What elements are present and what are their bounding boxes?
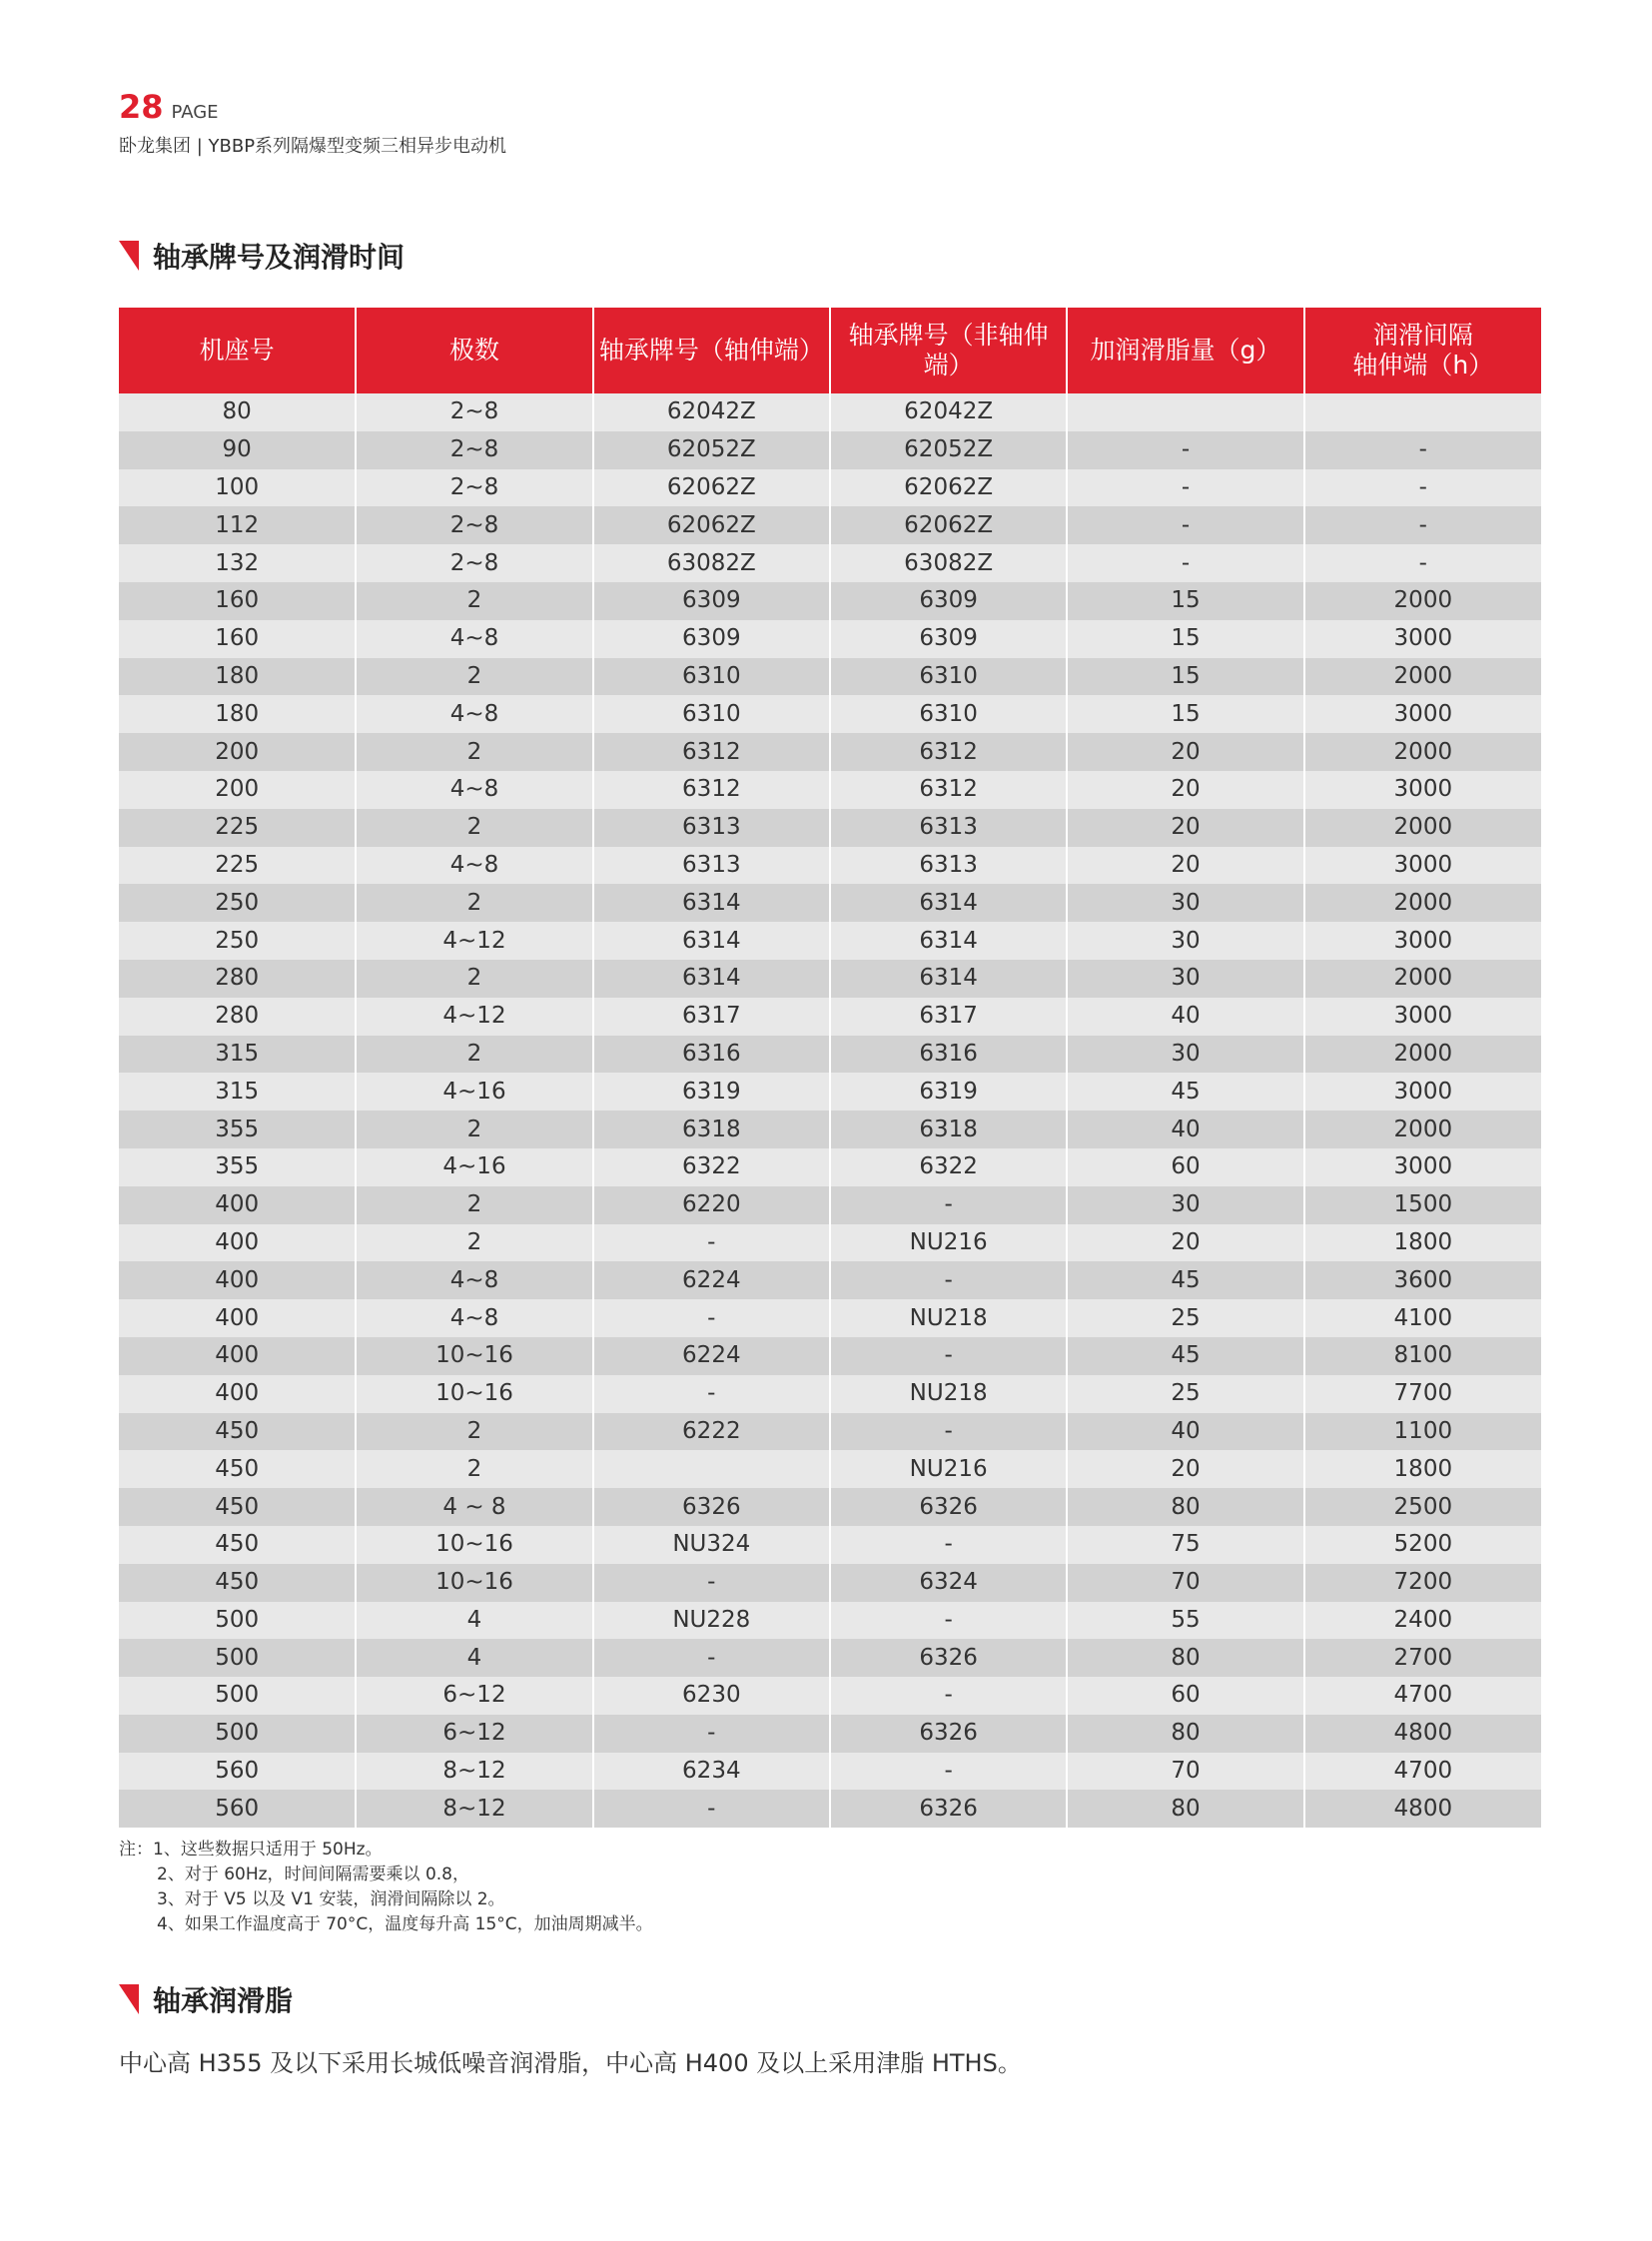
cell-interval: 2400 xyxy=(1304,1602,1541,1640)
cell-interval: 2000 xyxy=(1304,884,1541,922)
cell-poles: 2 xyxy=(356,582,592,620)
col-header-bearing-de: 轴承牌号（轴伸端） xyxy=(593,308,830,393)
cell-interval: 5200 xyxy=(1304,1526,1541,1564)
cell-interval: 2000 xyxy=(1304,733,1541,771)
cell-poles: 10~16 xyxy=(356,1337,592,1375)
table-notes xyxy=(119,1838,653,1937)
table-row xyxy=(119,1715,1541,1753)
cell-poles: 8~12 xyxy=(356,1790,592,1828)
cell-interval: 2000 xyxy=(1304,582,1541,620)
cell-bearing-de: 6222 xyxy=(593,1413,830,1451)
cell-frame: 132 xyxy=(119,544,356,582)
cell-grease-amount: 20 xyxy=(1067,733,1303,771)
cell-grease-amount: 30 xyxy=(1067,960,1303,998)
cell-bearing-nde: 6313 xyxy=(830,847,1067,885)
cell-bearing-de: 6234 xyxy=(593,1753,830,1791)
grease-paragraph: 中心高 H355 及以下采用长城低噪音润滑脂，中心高 H400 及以上采用津脂 HTHS。 xyxy=(119,2049,1022,2077)
cell-bearing-nde: 6310 xyxy=(830,658,1067,696)
cell-grease-amount: - xyxy=(1067,431,1303,469)
cell-bearing-nde: 6319 xyxy=(830,1073,1067,1111)
cell-poles: 4~12 xyxy=(356,922,592,960)
cell-interval: 3000 xyxy=(1304,922,1541,960)
cell-bearing-nde: 62062Z xyxy=(830,469,1067,507)
cell-interval: 2000 xyxy=(1304,809,1541,847)
cell-bearing-de: 62052Z xyxy=(593,431,830,469)
cell-bearing-nde: - xyxy=(830,1526,1067,1564)
cell-interval: - xyxy=(1304,544,1541,582)
cell-grease-amount: 30 xyxy=(1067,922,1303,960)
cell-bearing-de: - xyxy=(593,1564,830,1602)
cell-poles: 4~8 xyxy=(356,771,592,809)
cell-grease-amount: 80 xyxy=(1067,1639,1303,1677)
cell-frame: 180 xyxy=(119,695,356,733)
cell-interval: - xyxy=(1304,469,1541,507)
table-header-row xyxy=(119,308,1541,393)
cell-frame: 200 xyxy=(119,733,356,771)
cell-frame: 500 xyxy=(119,1677,356,1715)
cell-bearing-nde: 6314 xyxy=(830,960,1067,998)
cell-interval: 3600 xyxy=(1304,1261,1541,1299)
cell-poles: 2 xyxy=(356,960,592,998)
table-row xyxy=(119,1375,1541,1413)
cell-bearing-de: 6224 xyxy=(593,1261,830,1299)
cell-grease-amount: 30 xyxy=(1067,1186,1303,1224)
cell-grease-amount: 55 xyxy=(1067,1602,1303,1640)
cell-bearing-de: 6220 xyxy=(593,1186,830,1224)
table-row xyxy=(119,1073,1541,1111)
cell-bearing-nde: 6317 xyxy=(830,998,1067,1036)
cell-interval: 1800 xyxy=(1304,1224,1541,1262)
cell-bearing-de: 6230 xyxy=(593,1677,830,1715)
cell-frame: 160 xyxy=(119,582,356,620)
table-row xyxy=(119,1224,1541,1262)
cell-grease-amount: 20 xyxy=(1067,1450,1303,1488)
cell-bearing-nde: - xyxy=(830,1677,1067,1715)
cell-poles: 6~12 xyxy=(356,1677,592,1715)
cell-bearing-nde: - xyxy=(830,1602,1067,1640)
cell-poles: 4~12 xyxy=(356,998,592,1036)
cell-bearing-de: - xyxy=(593,1715,830,1753)
cell-poles: 4~16 xyxy=(356,1148,592,1186)
cell-bearing-de: 6224 xyxy=(593,1337,830,1375)
cell-poles: 4~8 xyxy=(356,847,592,885)
cell-bearing-nde: 6322 xyxy=(830,1148,1067,1186)
page-number xyxy=(119,88,219,126)
cell-poles: 8~12 xyxy=(356,1753,592,1791)
cell-grease-amount: 80 xyxy=(1067,1488,1303,1526)
cell-bearing-nde: 6309 xyxy=(830,582,1067,620)
cell-bearing-nde: - xyxy=(830,1337,1067,1375)
cell-bearing-nde: 6326 xyxy=(830,1715,1067,1753)
cell-interval: - xyxy=(1304,431,1541,469)
cell-interval: 4100 xyxy=(1304,1299,1541,1337)
cell-poles: 2 xyxy=(356,1413,592,1451)
table-row xyxy=(119,809,1541,847)
cell-grease-amount: 30 xyxy=(1067,1036,1303,1074)
cell-bearing-nde: 62042Z xyxy=(830,393,1067,431)
cell-poles: 10~16 xyxy=(356,1564,592,1602)
cell-bearing-nde: NU216 xyxy=(830,1450,1067,1488)
col-header-interval xyxy=(1304,308,1541,393)
cell-poles: 2 xyxy=(356,1224,592,1262)
cell-bearing-nde: 6309 xyxy=(830,620,1067,658)
cell-bearing-de: 6322 xyxy=(593,1148,830,1186)
cell-bearing-nde: 62062Z xyxy=(830,506,1067,544)
section-marker-icon xyxy=(119,1984,139,2014)
cell-grease-amount: 75 xyxy=(1067,1526,1303,1564)
page-number-label: PAGE xyxy=(171,102,219,123)
cell-poles: 4~8 xyxy=(356,695,592,733)
cell-frame: 450 xyxy=(119,1564,356,1602)
cell-frame: 90 xyxy=(119,431,356,469)
cell-bearing-nde: NU218 xyxy=(830,1299,1067,1337)
cell-poles: 4 ~ 8 xyxy=(356,1488,592,1526)
cell-interval: 3000 xyxy=(1304,620,1541,658)
cell-frame: 250 xyxy=(119,884,356,922)
cell-frame: 400 xyxy=(119,1261,356,1299)
cell-poles: 2 xyxy=(356,884,592,922)
cell-poles: 2 xyxy=(356,1450,592,1488)
cell-poles: 2 xyxy=(356,658,592,696)
cell-poles: 2 xyxy=(356,1036,592,1074)
cell-bearing-nde: 6324 xyxy=(830,1564,1067,1602)
cell-frame: 200 xyxy=(119,771,356,809)
cell-frame: 225 xyxy=(119,847,356,885)
cell-bearing-de: 6314 xyxy=(593,884,830,922)
cell-poles: 2 xyxy=(356,1186,592,1224)
cell-grease-amount: 25 xyxy=(1067,1375,1303,1413)
cell-bearing-nde: - xyxy=(830,1186,1067,1224)
cell-grease-amount: 80 xyxy=(1067,1790,1303,1828)
table-row xyxy=(119,1488,1541,1526)
cell-interval: 3000 xyxy=(1304,1073,1541,1111)
cell-frame: 400 xyxy=(119,1224,356,1262)
section-title-text: 轴承牌号及润滑时间 xyxy=(153,241,406,274)
cell-grease-amount: 40 xyxy=(1067,1111,1303,1148)
cell-interval: 1500 xyxy=(1304,1186,1541,1224)
cell-interval: 7200 xyxy=(1304,1564,1541,1602)
cell-bearing-de: 62042Z xyxy=(593,393,830,431)
cell-frame: 180 xyxy=(119,658,356,696)
cell-grease-amount: - xyxy=(1067,544,1303,582)
cell-frame: 280 xyxy=(119,998,356,1036)
cell-bearing-nde: NU218 xyxy=(830,1375,1067,1413)
cell-interval: 1800 xyxy=(1304,1450,1541,1488)
col-header-frame: 机座号 xyxy=(119,308,356,393)
cell-bearing-de: 62062Z xyxy=(593,469,830,507)
cell-interval: 3000 xyxy=(1304,771,1541,809)
cell-frame: 560 xyxy=(119,1790,356,1828)
cell-interval: 8100 xyxy=(1304,1337,1541,1375)
cell-grease-amount: 15 xyxy=(1067,620,1303,658)
table-row xyxy=(119,847,1541,885)
cell-poles: 10~16 xyxy=(356,1526,592,1564)
table-row xyxy=(119,1299,1541,1337)
cell-frame: 500 xyxy=(119,1715,356,1753)
cell-poles: 2~8 xyxy=(356,506,592,544)
cell-bearing-nde: 6326 xyxy=(830,1790,1067,1828)
cell-interval: 2000 xyxy=(1304,658,1541,696)
table-row xyxy=(119,1639,1541,1677)
table-row xyxy=(119,1036,1541,1074)
cell-interval: 2500 xyxy=(1304,1488,1541,1526)
table-row xyxy=(119,1148,1541,1186)
cell-poles: 4~16 xyxy=(356,1073,592,1111)
cell-bearing-de: 62062Z xyxy=(593,506,830,544)
cell-interval: - xyxy=(1304,506,1541,544)
cell-frame: 355 xyxy=(119,1111,356,1148)
cell-frame: 450 xyxy=(119,1526,356,1564)
cell-interval: 4700 xyxy=(1304,1753,1541,1791)
cell-frame: 560 xyxy=(119,1753,356,1791)
cell-interval: 3000 xyxy=(1304,998,1541,1036)
col-header-poles: 极数 xyxy=(356,308,592,393)
note-line: 4、如果工作温度高于 70°C，温度每升高 15°C，加油周期减半。 xyxy=(157,1914,653,1934)
cell-bearing-nde: 6314 xyxy=(830,922,1067,960)
section-title-bearing xyxy=(119,236,405,276)
cell-poles: 4~8 xyxy=(356,620,592,658)
table-row xyxy=(119,922,1541,960)
cell-grease-amount: 15 xyxy=(1067,658,1303,696)
cell-poles: 2 xyxy=(356,1111,592,1148)
cell-grease-amount xyxy=(1067,393,1303,431)
cell-bearing-nde: 6316 xyxy=(830,1036,1067,1074)
cell-grease-amount: 70 xyxy=(1067,1753,1303,1791)
cell-bearing-nde: 6312 xyxy=(830,733,1067,771)
cell-frame: 400 xyxy=(119,1186,356,1224)
cell-bearing-nde: - xyxy=(830,1413,1067,1451)
cell-bearing-de: 6309 xyxy=(593,620,830,658)
section-marker-icon xyxy=(119,241,139,271)
cell-poles: 2~8 xyxy=(356,469,592,507)
cell-grease-amount: 45 xyxy=(1067,1337,1303,1375)
table-row xyxy=(119,1261,1541,1299)
cell-interval: 7700 xyxy=(1304,1375,1541,1413)
cell-bearing-nde: 6326 xyxy=(830,1488,1067,1526)
page-number-value: 28 xyxy=(119,88,164,126)
cell-grease-amount: 40 xyxy=(1067,998,1303,1036)
table-row xyxy=(119,695,1541,733)
cell-grease-amount: 20 xyxy=(1067,847,1303,885)
note-line: 注：1、这些数据只适用于 50Hz。 xyxy=(119,1840,383,1860)
cell-interval: 3000 xyxy=(1304,1148,1541,1186)
cell-grease-amount: 20 xyxy=(1067,771,1303,809)
cell-frame: 112 xyxy=(119,506,356,544)
cell-poles: 2~8 xyxy=(356,393,592,431)
cell-interval: 3000 xyxy=(1304,695,1541,733)
cell-bearing-de: 6314 xyxy=(593,922,830,960)
cell-frame: 100 xyxy=(119,469,356,507)
table-row xyxy=(119,658,1541,696)
cell-poles: 4~8 xyxy=(356,1299,592,1337)
table-row xyxy=(119,582,1541,620)
table-row xyxy=(119,1450,1541,1488)
table-row xyxy=(119,544,1541,582)
cell-bearing-nde: 6314 xyxy=(830,884,1067,922)
cell-bearing-de: 6313 xyxy=(593,847,830,885)
table-row xyxy=(119,1186,1541,1224)
cell-bearing-de: 6317 xyxy=(593,998,830,1036)
cell-interval: 4800 xyxy=(1304,1715,1541,1753)
table-row xyxy=(119,771,1541,809)
cell-bearing-de: - xyxy=(593,1224,830,1262)
table-row xyxy=(119,393,1541,431)
cell-poles: 2 xyxy=(356,809,592,847)
cell-bearing-de: - xyxy=(593,1790,830,1828)
cell-bearing-de: 6316 xyxy=(593,1036,830,1074)
cell-frame: 250 xyxy=(119,922,356,960)
cell-frame: 280 xyxy=(119,960,356,998)
cell-interval: 1100 xyxy=(1304,1413,1541,1451)
cell-grease-amount: 20 xyxy=(1067,1224,1303,1262)
section-title-text: 轴承润滑脂 xyxy=(153,1984,294,2017)
col-header-interval-line2: 轴伸端（h） xyxy=(1352,351,1494,379)
note-line: 3、对于 V5 以及 V1 安装，润滑间隔除以 2。 xyxy=(157,1889,505,1909)
table-row xyxy=(119,1677,1541,1715)
cell-bearing-de: - xyxy=(593,1299,830,1337)
cell-grease-amount: 25 xyxy=(1067,1299,1303,1337)
table-row xyxy=(119,1790,1541,1828)
cell-frame: 400 xyxy=(119,1337,356,1375)
cell-grease-amount: 30 xyxy=(1067,884,1303,922)
cell-bearing-de: 6314 xyxy=(593,960,830,998)
cell-poles: 6~12 xyxy=(356,1715,592,1753)
cell-bearing-de xyxy=(593,1450,830,1488)
cell-bearing-nde: 62052Z xyxy=(830,431,1067,469)
cell-bearing-de: 6318 xyxy=(593,1111,830,1148)
table-row xyxy=(119,998,1541,1036)
cell-bearing-de: 6309 xyxy=(593,582,830,620)
cell-grease-amount: 45 xyxy=(1067,1073,1303,1111)
cell-bearing-de: NU324 xyxy=(593,1526,830,1564)
table-row xyxy=(119,1526,1541,1564)
cell-frame: 225 xyxy=(119,809,356,847)
cell-interval: 4700 xyxy=(1304,1677,1541,1715)
cell-bearing-de: - xyxy=(593,1375,830,1413)
cell-grease-amount: - xyxy=(1067,469,1303,507)
cell-interval xyxy=(1304,393,1541,431)
cell-grease-amount: 45 xyxy=(1067,1261,1303,1299)
cell-frame: 80 xyxy=(119,393,356,431)
cell-bearing-nde: 6326 xyxy=(830,1639,1067,1677)
cell-grease-amount: 15 xyxy=(1067,582,1303,620)
cell-interval: 2000 xyxy=(1304,960,1541,998)
table-row xyxy=(119,1337,1541,1375)
cell-bearing-nde: 6313 xyxy=(830,809,1067,847)
cell-bearing-de: 63082Z xyxy=(593,544,830,582)
cell-frame: 450 xyxy=(119,1413,356,1451)
table-row xyxy=(119,620,1541,658)
cell-bearing-nde: NU216 xyxy=(830,1224,1067,1262)
table-row xyxy=(119,1413,1541,1451)
cell-bearing-de: 6312 xyxy=(593,771,830,809)
cell-bearing-de: 6326 xyxy=(593,1488,830,1526)
table-row xyxy=(119,733,1541,771)
col-header-interval-line1: 润滑间隔 xyxy=(1372,321,1473,350)
table-body xyxy=(119,393,1541,1828)
cell-bearing-nde: - xyxy=(830,1753,1067,1791)
cell-bearing-nde: 6312 xyxy=(830,771,1067,809)
cell-bearing-nde: 63082Z xyxy=(830,544,1067,582)
cell-bearing-de: 6313 xyxy=(593,809,830,847)
cell-frame: 500 xyxy=(119,1639,356,1677)
cell-interval: 4800 xyxy=(1304,1790,1541,1828)
cell-poles: 2~8 xyxy=(356,431,592,469)
cell-bearing-nde: - xyxy=(830,1261,1067,1299)
cell-bearing-nde: 6318 xyxy=(830,1111,1067,1148)
table-row xyxy=(119,1602,1541,1640)
document-subtitle: 卧龙集团 | YBBP系列隔爆型变频三相异步电动机 xyxy=(119,136,507,157)
cell-bearing-de: NU228 xyxy=(593,1602,830,1640)
cell-frame: 400 xyxy=(119,1299,356,1337)
cell-bearing-de: 6310 xyxy=(593,695,830,733)
table-row xyxy=(119,1111,1541,1148)
cell-frame: 315 xyxy=(119,1036,356,1074)
cell-poles: 4 xyxy=(356,1639,592,1677)
table-row xyxy=(119,960,1541,998)
cell-frame: 400 xyxy=(119,1375,356,1413)
cell-grease-amount: 40 xyxy=(1067,1413,1303,1451)
col-header-grease-amount: 加润滑脂量（g） xyxy=(1067,308,1303,393)
table-row xyxy=(119,506,1541,544)
table-row xyxy=(119,431,1541,469)
cell-bearing-de: 6312 xyxy=(593,733,830,771)
cell-bearing-de: 6319 xyxy=(593,1073,830,1111)
table-row xyxy=(119,469,1541,507)
cell-grease-amount: 15 xyxy=(1067,695,1303,733)
table-row xyxy=(119,1564,1541,1602)
cell-bearing-de: - xyxy=(593,1639,830,1677)
cell-grease-amount: 80 xyxy=(1067,1715,1303,1753)
cell-poles: 2 xyxy=(356,733,592,771)
cell-interval: 2700 xyxy=(1304,1639,1541,1677)
table-row xyxy=(119,1753,1541,1791)
col-header-bearing-nde: 轴承牌号（非轴伸端） xyxy=(830,308,1067,393)
cell-frame: 450 xyxy=(119,1450,356,1488)
cell-frame: 500 xyxy=(119,1602,356,1640)
cell-grease-amount: 60 xyxy=(1067,1677,1303,1715)
cell-frame: 315 xyxy=(119,1073,356,1111)
cell-poles: 10~16 xyxy=(356,1375,592,1413)
bearing-table xyxy=(119,308,1541,1828)
cell-poles: 4 xyxy=(356,1602,592,1640)
cell-poles: 4~8 xyxy=(356,1261,592,1299)
cell-grease-amount: 20 xyxy=(1067,809,1303,847)
cell-frame: 355 xyxy=(119,1148,356,1186)
cell-bearing-de: 6310 xyxy=(593,658,830,696)
table-row xyxy=(119,884,1541,922)
note-line: 2、对于 60Hz，时间间隔需要乘以 0.8， xyxy=(157,1865,469,1884)
section-title-grease xyxy=(119,1979,293,2019)
cell-frame: 450 xyxy=(119,1488,356,1526)
cell-interval: 2000 xyxy=(1304,1111,1541,1148)
cell-grease-amount: 60 xyxy=(1067,1148,1303,1186)
cell-interval: 3000 xyxy=(1304,847,1541,885)
cell-grease-amount: 70 xyxy=(1067,1564,1303,1602)
cell-poles: 2~8 xyxy=(356,544,592,582)
cell-grease-amount: - xyxy=(1067,506,1303,544)
cell-bearing-nde: 6310 xyxy=(830,695,1067,733)
cell-interval: 2000 xyxy=(1304,1036,1541,1074)
cell-frame: 160 xyxy=(119,620,356,658)
